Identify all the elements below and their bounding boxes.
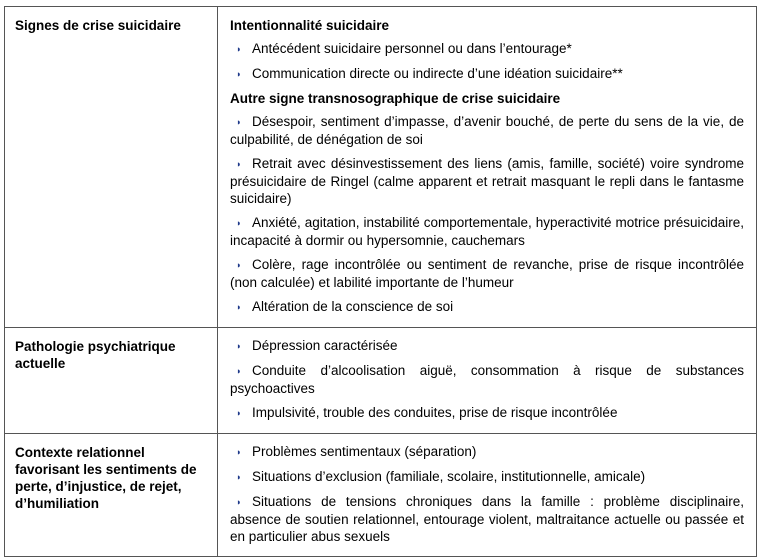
list-item-text: Altération de la conscience de soi: [252, 299, 454, 314]
row-label-cell: [5, 328, 218, 434]
row-content-cell: [218, 434, 757, 557]
list-item: [230, 113, 744, 148]
list-item: [230, 155, 744, 207]
row-label: Signes de crise suicidaire: [15, 18, 181, 33]
row-label: Contexte relationnel favorisant les sentiments de perte, d’injustice, de rejet, d’humiliation: [15, 445, 197, 511]
list-item: [230, 256, 744, 291]
row-label: Pathologie psychiatrique actuelle: [15, 339, 176, 371]
table-row: [5, 7, 757, 328]
list-item-text: Retrait avec désinvestissement des liens (amis, famille, société) voire syndrome présuicidaire de Ringel (calme apparent et retrait masquant le repli dans le fantasme suicidaire): [230, 156, 744, 206]
list-item: [230, 443, 744, 461]
bullet-arrow-icon: ◗: [236, 341, 242, 351]
list-item-text: Dépression caractérisée: [252, 338, 398, 353]
bullet-arrow-icon: ◗: [236, 472, 242, 482]
list-item: [230, 404, 744, 422]
list-item: [230, 362, 744, 397]
list-item: [230, 337, 744, 355]
section-heading: Autre signe transnosographique de crise suicidaire: [230, 91, 561, 106]
row-content-cell: [218, 328, 757, 434]
bullet-arrow-icon: ◗: [236, 447, 242, 457]
list-item-text: Problèmes sentimentaux (séparation): [252, 444, 477, 459]
bullet-arrow-icon: ◗: [236, 218, 242, 228]
bullet-arrow-icon: ◗: [236, 44, 242, 54]
list-item: [230, 65, 744, 83]
list-item-text: Situations d’exclusion (familiale, scolaire, institutionnelle, amicale): [252, 469, 646, 484]
bullet-arrow-icon: ◗: [236, 408, 242, 418]
list-item: [230, 468, 744, 486]
list-item: [230, 298, 744, 316]
list-item-text: Désespoir, sentiment d’impasse, d’avenir bouché, de perte du sens de la vie, de culpabilité, de dénégation de soi: [230, 114, 744, 147]
list-item-text: Colère, rage incontrôlée ou sentiment de revanche, prise de risque incontrôlée (non calculée) et labilité importante de l’humeur: [230, 257, 744, 290]
row-content-cell: [218, 7, 757, 328]
section-heading: Intentionnalité suicidaire: [230, 18, 390, 33]
bullet-arrow-icon: ◗: [236, 366, 242, 376]
list-item-text: Antécédent suicidaire personnel ou dans l’entourage*: [252, 41, 572, 56]
list-item-text: Anxiété, agitation, instabilité comportementale, hyperactivité motrice présuicidaire, incapacité à dormir ou hypersomnie, cauchemars: [230, 215, 744, 248]
bullet-arrow-icon: ◗: [236, 117, 242, 127]
bullet-arrow-icon: ◗: [236, 302, 242, 312]
row-label-cell: [5, 7, 218, 328]
risk-factors-table: [4, 6, 757, 557]
table-row: [5, 434, 757, 557]
list-item-text: Impulsivité, trouble des conduites, prise de risque incontrôlée: [252, 405, 618, 420]
row-label-cell: [5, 434, 218, 557]
bullet-arrow-icon: ◗: [236, 159, 242, 169]
list-item: [230, 493, 744, 545]
table-row: [5, 328, 757, 434]
list-item: [230, 40, 744, 58]
list-item-text: Conduite d’alcoolisation aiguë, consommation à risque de substances psychoactives: [230, 363, 744, 396]
bullet-arrow-icon: ◗: [236, 69, 242, 79]
list-item: [230, 214, 744, 249]
list-item-text: Communication directe ou indirecte d’une idéation suicidaire**: [252, 66, 623, 81]
bullet-arrow-icon: ◗: [236, 260, 242, 270]
list-item-text: Situations de tensions chroniques dans la famille : problème disciplinaire, absence de soutien relationnel, entourage violent, maltraitance actuelle ou passée et en particulier abus sexuels: [230, 494, 744, 544]
bullet-arrow-icon: ◗: [236, 497, 242, 507]
